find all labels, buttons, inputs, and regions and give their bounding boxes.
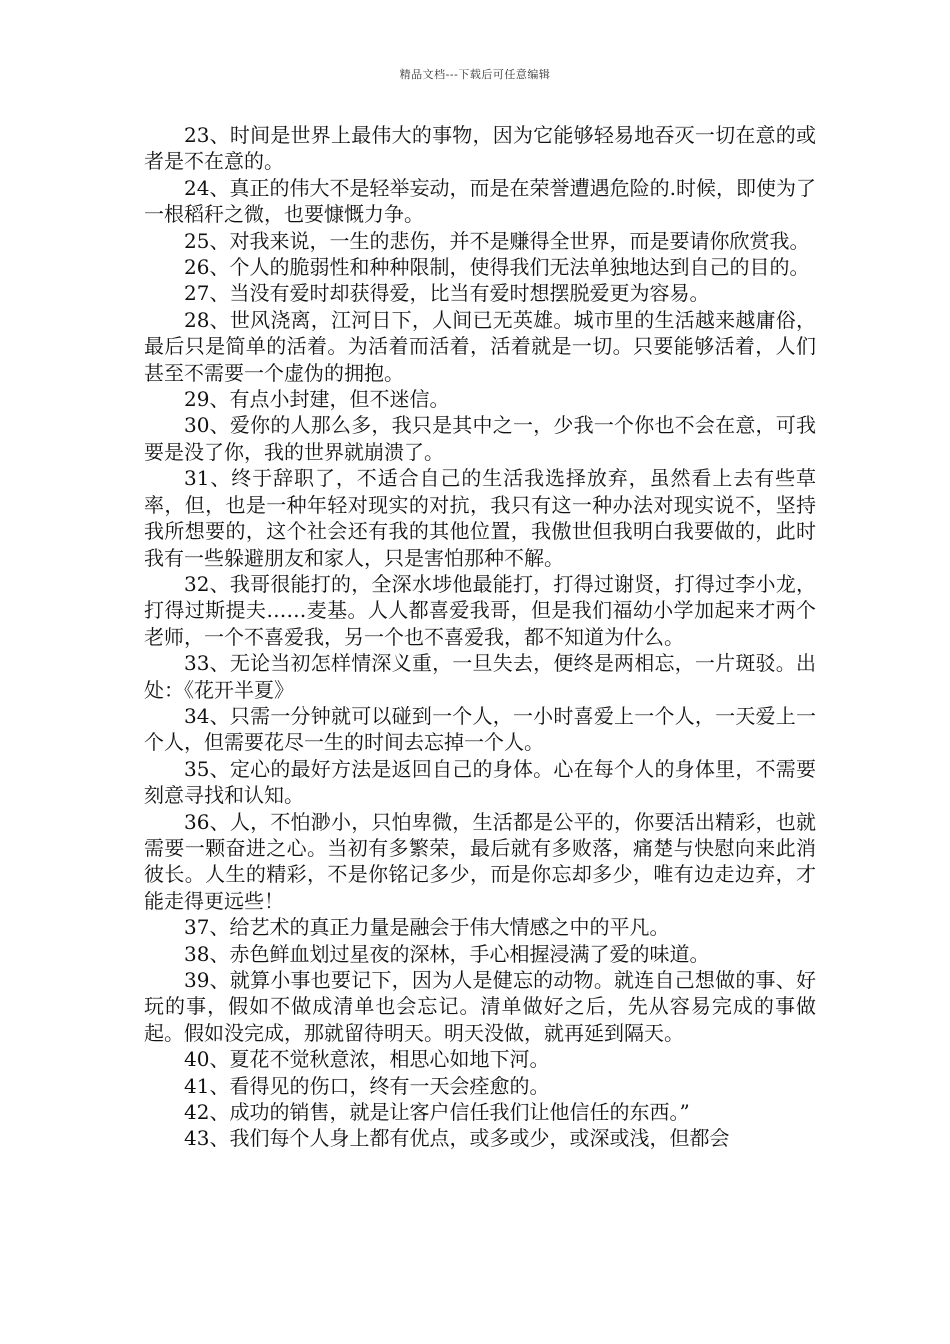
paragraph-40: 40、夏花不觉秋意浓，相思心如地下河。 <box>184 1047 550 1072</box>
document-body <box>144 122 816 1152</box>
paragraph-32: 32、我哥很能打的，全深水埗他最能打，打得过谢贤，打得过李小龙，打得过斯提夫……麦基。人人都喜爱我哥，但是我们福幼小学加起来才两个老师，一个不喜爱我，另一个也不喜爱我，都不知道为什么。 <box>144 571 816 649</box>
paragraph-27: 27、当没有爱时却获得爱，比当有爱时想摆脱爱更为容易。 <box>184 281 710 306</box>
paragraph-33: 33、无论当初怎样情深义重，一旦失去，便终是两相忘，一片斑驳。出处：《花开半夏》 <box>144 651 816 702</box>
paragraph-23: 23、时间是世界上最伟大的事物，因为它能够轻易地吞灭一切在意的或者是不在意的。 <box>144 123 816 174</box>
paragraph-43: 43、我们每个人身上都有优点，或多或少，或深或浅，但都会 <box>184 1126 730 1151</box>
paragraph-30: 30、爱你的人那么多，我只是其中之一，少我一个你也不会在意，可我要是没了你，我的世界就崩溃了。 <box>144 413 816 464</box>
paragraph-28: 28、世风浇离，江河日下，人间已无英雄。城市里的生活越来越庸俗，最后只是简单的活着。为活着而活着，活着就是一切。只要能够活着，人们甚至不需要一个虚伪的拥抱。 <box>144 307 816 385</box>
paragraph-29: 29、有点小封建，但不迷信。 <box>184 387 450 412</box>
paragraph-24: 24、真正的伟大不是轻举妄动，而是在荣誉遭遇危险的.时候，即使为了一根稻秆之微，也要慷慨力争。 <box>144 175 816 227</box>
paragraph-37: 37、给艺术的真正力量是融会于伟大情感之中的平凡。 <box>184 915 670 940</box>
paragraph-41: 41、看得见的伤口，终有一天会痊愈的。 <box>184 1073 550 1098</box>
paragraph-38: 38、赤色鲜血划过星夜的深林，手心相握浸满了爱的味道。 <box>184 941 710 966</box>
page-header: 精品文档---下载后可任意编辑 <box>399 68 551 81</box>
paragraph-35: 35、定心的最好方法是返回自己的身体。心在每个人的身体里，不需要刻意寻找和认知。 <box>144 756 816 808</box>
paragraph-31: 31、终于辞职了，不适合自己的生活我选择放弃，虽然看上去有些草率，但，也是一种年轻对现实的对抗，我只有这一种办法对现实说不，坚持我所想要的，这个社会还有我的其他位置，我傲世但我明白我要做的，此时我有一些躲避朋友和家人，只是害怕那种不解。 <box>144 466 816 570</box>
paragraph-34: 34、只需一分钟就可以碰到一个人，一小时喜爱上一个人，一天爱上一个人，但需要花尽一生的时间去忘掉一个人。 <box>144 703 816 755</box>
paragraph-36: 36、人，不怕渺小，只怕卑微，生活都是公平的，你要活出精彩，也就需要一颗奋进之心。当初有多繁荣，最后就有多败落，痛楚与快慰向来此消彼长。人生的精彩，不是你铭记多少，而是你忘却多少，唯有边走边弃，才能走得更远些！ <box>144 809 816 913</box>
paragraph-25: 25、对我来说，一生的悲伤，并不是赚得全世界，而是要请你欣赏我。 <box>184 228 810 253</box>
paragraph-42: 42、成功的销售，就是让客户信任我们让他信任的东西。” <box>184 1100 690 1125</box>
paragraph-39: 39、就算小事也要记下，因为人是健忘的动物。就连自己想做的事、好玩的事，假如不做成清单也会忘记。清单做好之后，先从容易完成的事做起。假如没完成，那就留待明天。明天没做，就再延到隔天。 <box>144 968 816 1045</box>
paragraph-26: 26、个人的脆弱性和种种限制，使得我们无法单独地达到自己的目的。 <box>184 255 810 280</box>
